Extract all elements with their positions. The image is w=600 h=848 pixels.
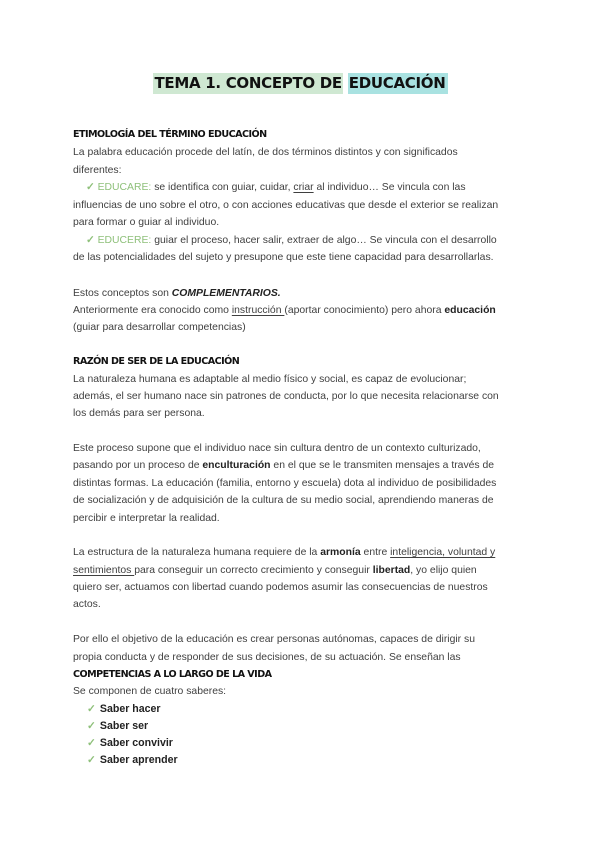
text-span: La estructura de la naturaleza humana requiere de la <box>73 547 321 558</box>
bold-term: educación <box>444 305 496 316</box>
check-icon: ✓ <box>87 703 96 715</box>
title-part1: TEMA 1. CONCEPTO DE <box>154 74 342 92</box>
paragraph-line: (guiar para desarrollar competencias) <box>73 322 246 333</box>
enculturacion-line <box>73 459 494 473</box>
text-span: para conseguir un correcto crecimiento y conseguir <box>134 565 373 576</box>
text-span: Anteriormente era conocido como <box>73 305 232 316</box>
anteriormente-line <box>73 304 496 318</box>
complementarios-line <box>73 287 281 301</box>
underlined-word: criar <box>293 182 314 193</box>
paragraph-line: quiero ser, actuamos con libertad cuando podemos asumir las consecuencias de nuestros <box>73 582 488 593</box>
list-item-label: Saber ser <box>99 720 149 732</box>
check-icon: ✓ <box>87 720 96 732</box>
underlined-word: instrucción <box>231 305 285 316</box>
list-item <box>87 720 148 732</box>
title-part2: EDUCACIÓN <box>348 74 446 92</box>
paragraph-line: Este proceso supone que el individuo nace sin cultura dentro de un contexto culturizado, <box>73 443 481 454</box>
paragraph-line: La naturaleza humana es adaptable al medio físico y social, es capaz de evolucionar; <box>73 374 467 385</box>
paragraph-line: Por ello el objetivo de la educación es crear personas autónomas, capaces de dirigir su <box>73 634 476 645</box>
underlined-phrase: sentimientos <box>73 565 135 576</box>
check-icon: ✓ <box>86 182 95 193</box>
list-item <box>87 754 178 766</box>
bold-term: libertad <box>372 565 411 576</box>
page-title <box>0 74 600 92</box>
text-span: al individuo… Se vincula con las <box>313 182 466 193</box>
paragraph-line: influencias de uno sobre el otro, o con acciones educativas que desde el exterior se realizan <box>73 200 499 211</box>
paragraph-line: diferentes: <box>73 165 122 176</box>
educare-line <box>86 181 466 195</box>
bold-term: enculturación <box>202 460 271 471</box>
armonia-line <box>73 546 495 560</box>
bold-italic-term: COMPLEMENTARIOS. <box>171 288 281 299</box>
text-span: , yo elijo quien <box>410 565 477 576</box>
paragraph-line: para formar o guiar al individuo. <box>73 217 220 228</box>
text-span: (aportar conocimiento) pero ahora <box>284 305 445 316</box>
list-item-label: Saber convivir <box>99 737 173 749</box>
libertad-line <box>73 564 477 578</box>
paragraph-line: actos. <box>73 599 101 610</box>
paragraph-line: La palabra educación procede del latín, de dos términos distintos y con significados <box>73 147 458 158</box>
check-icon: ✓ <box>87 754 96 766</box>
paragraph-line: de socialización y de adquisición de la cultura de su medio social, aprendiendo maneras de <box>73 495 494 506</box>
paragraph-line: distintas formas. La educación (familia, entorno y escuela) dota al individuo de posibilidades <box>73 478 497 489</box>
section-heading-etimologia: ETIMOLOGÍA DEL TÉRMINO EDUCACIÓN <box>73 129 267 140</box>
section-heading-competencias: COMPETENCIAS A LO LARGO DE LA VIDA <box>73 669 272 680</box>
list-item <box>87 737 173 749</box>
text-span: se identifica con guiar, cuidar, <box>151 182 294 193</box>
underlined-phrase: inteligencia, voluntad y <box>390 547 496 558</box>
list-item <box>87 703 161 715</box>
bold-term: armonía <box>320 547 361 558</box>
paragraph-line: percibir e interpretar la realidad. <box>73 513 220 524</box>
text-span: guiar el proceso, hacer salir, extraer de algo… Se vincula con el desarrollo <box>151 235 497 246</box>
text-span: en el que se le transmiten mensajes a través de <box>270 460 495 471</box>
list-item-label: Saber aprender <box>99 754 178 766</box>
educere-line <box>86 234 497 248</box>
paragraph-line: de las potencialidades del sujeto y presupone que este tiene capacidad para desarrollarlas. <box>73 252 494 263</box>
paragraph-line: propia conducta y de responder de sus decisiones, de su actuación. Se enseñan las <box>73 652 461 663</box>
text-span: pasando por un proceso de <box>73 460 203 471</box>
educare-term: EDUCARE: <box>97 182 152 193</box>
paragraph-line: además, el ser humano nace sin patrones de conducta, por lo que necesita relacionarse con <box>73 391 499 402</box>
text-span: Estos conceptos son <box>73 288 172 299</box>
section-heading-razon: RAZÓN DE SER DE LA EDUCACIÓN <box>73 356 240 367</box>
check-icon: ✓ <box>87 737 96 749</box>
list-item-label: Saber hacer <box>99 703 161 715</box>
educere-term: EDUCERE: <box>97 235 152 246</box>
paragraph-line: los demás para ser persona. <box>73 408 205 419</box>
text-span: entre <box>360 547 391 558</box>
paragraph-line: Se componen de cuatro saberes: <box>73 686 227 697</box>
check-icon: ✓ <box>86 235 95 246</box>
